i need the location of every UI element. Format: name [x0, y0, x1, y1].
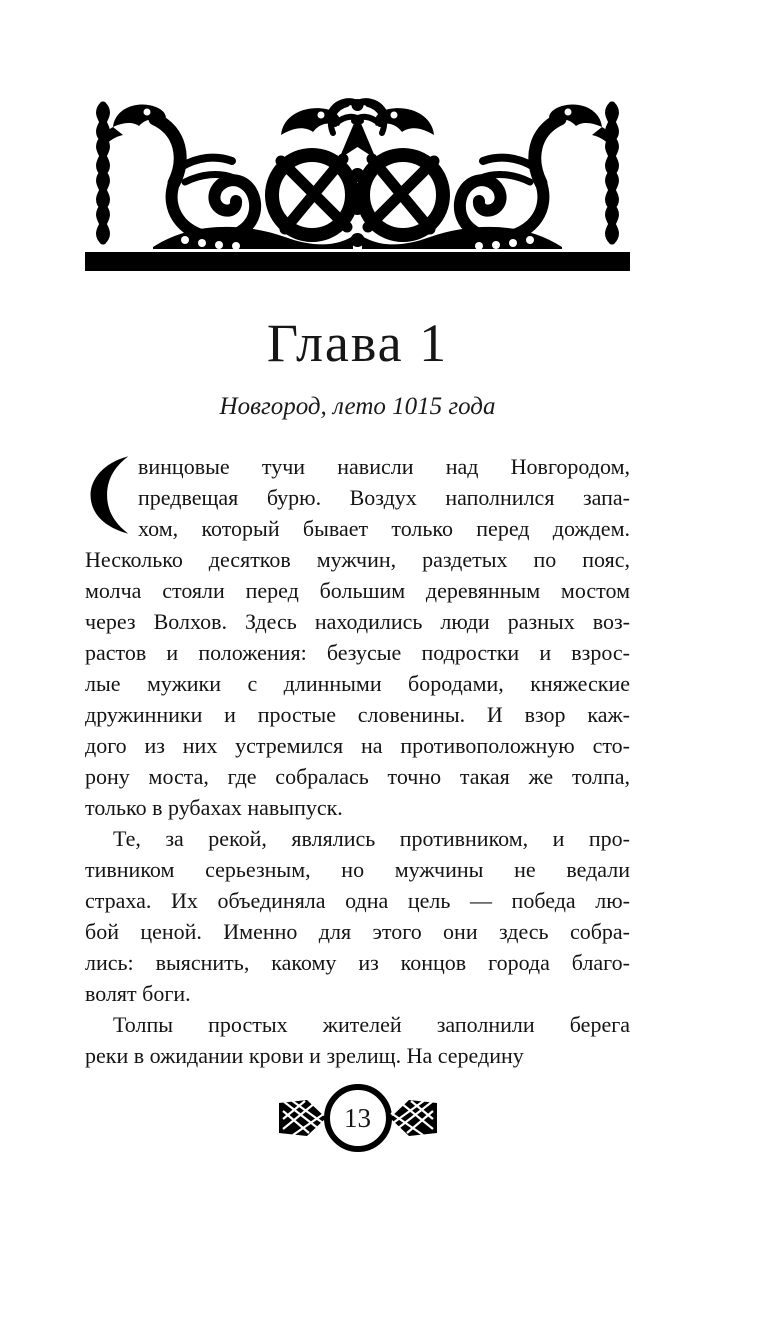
- chapter-body-text: [85, 451, 630, 1071]
- text-line: лые мужики с длинными бородами, княжеские: [85, 671, 630, 696]
- text-line: страха. Их объединяла одна цель — победа лю-: [85, 888, 630, 913]
- page-footer: [85, 1084, 630, 1152]
- drop-cap-character: [85, 537, 86, 538]
- text-line: бой ценой. Именно для этого они здесь собра-: [85, 919, 630, 944]
- book-page-column: [85, 97, 630, 1152]
- text-line: хом, который бывает только перед дождем.: [138, 516, 630, 541]
- text-line: молча стояли перед большим деревянным мостом: [85, 578, 630, 603]
- thick-black-rule: [85, 252, 630, 271]
- page-number-circle: [324, 1084, 392, 1152]
- text-line: дружинники и простые словенины. И взор каж-: [85, 702, 630, 727]
- urnes-dragons-band-icon: [85, 97, 630, 249]
- text-line: через Волхов. Здесь находились люди разных воз-: [85, 609, 630, 634]
- knotwork-flourish-icon: [389, 1099, 437, 1137]
- text-line: Толпы простых жителей заполнили берега: [113, 1012, 630, 1037]
- drop-cap-glyph-icon: [85, 453, 131, 537]
- drop-cap-letter: [85, 453, 131, 538]
- page-number: 13: [344, 1102, 371, 1133]
- text-line: дого из них устремился на противоположную сто-: [85, 733, 630, 758]
- text-line: реки в ожидании крови и зрелищ. На середину: [85, 1043, 524, 1068]
- text-line: Те, за рекой, являлись противником, и про-: [113, 826, 630, 851]
- text-line: только в рубахах навыпуск.: [85, 795, 343, 820]
- text-line: волят боги.: [85, 981, 191, 1006]
- chapter-subtitle: Новгород, лето 1015 года: [219, 393, 496, 420]
- text-line: винцовые тучи нависли над Новгородом,: [138, 454, 630, 479]
- knotwork-flourish-icon: [279, 1099, 327, 1137]
- chapter-title: Глава 1: [266, 313, 449, 373]
- text-line: предвещая бурю. Воздух наполнился запа-: [138, 485, 630, 510]
- text-line: тивником серьезным, но мужчины не ведали: [85, 857, 630, 882]
- text-line: лись: выяснить, какому из концов города благо-: [85, 950, 630, 975]
- text-line: растов и положения: безусые подростки и взрос-: [85, 640, 630, 665]
- text-line: Несколько десятков мужчин, раздетых по пояс,: [85, 547, 630, 572]
- text-line: рону моста, где собралась точно такая же толпа,: [85, 764, 630, 789]
